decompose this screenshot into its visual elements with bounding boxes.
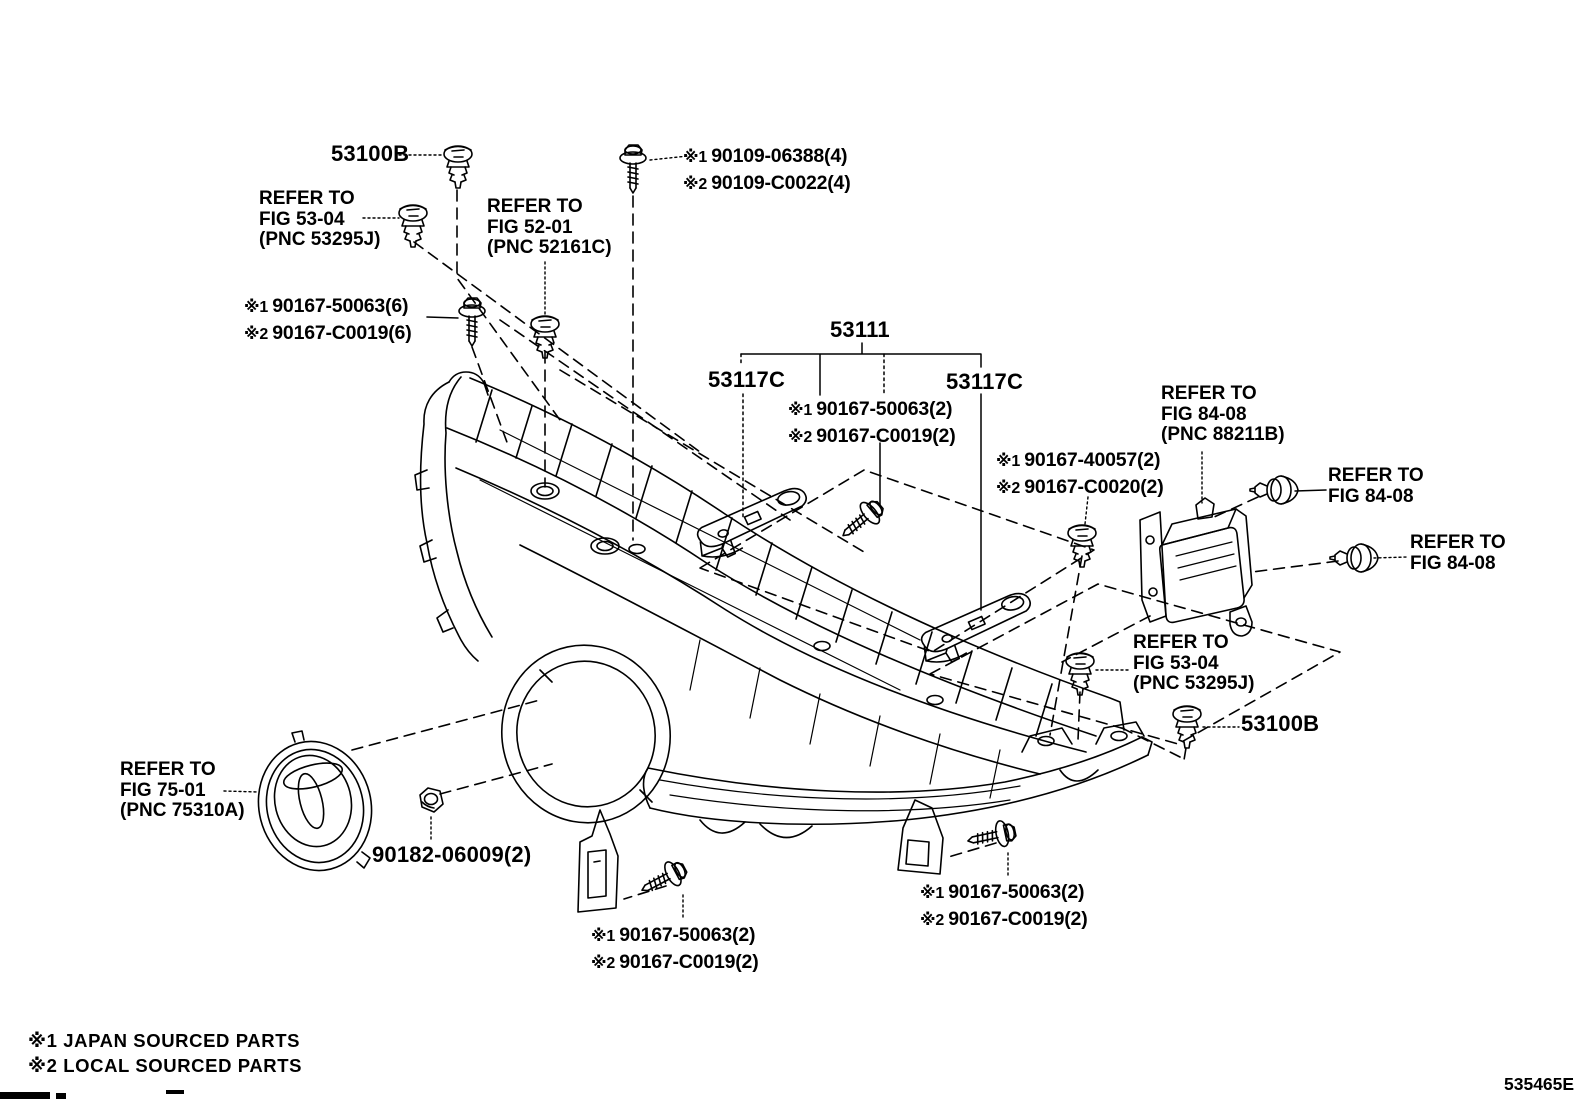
page-edge-artifact [56, 1093, 66, 1099]
reference-mark: ※2 [244, 325, 273, 343]
assembly-dashed-lines [352, 190, 1340, 899]
refer-fig75-01-line: FIG 75-01 [120, 779, 206, 801]
refer-fig53-04-bot-line: REFER TO [1133, 632, 1229, 653]
bracket-53117c-right [916, 591, 1038, 666]
reference-mark: ※1 [788, 402, 817, 419]
part-number-text: 90167-40057(2) [1024, 449, 1161, 471]
part-number-text: 90167-C0020(2) [1024, 475, 1164, 498]
clip-icon-fig53-04-bot [1066, 653, 1094, 695]
reference-mark: ※1 [920, 885, 949, 902]
note-90167-x6-line [244, 294, 412, 321]
refer-fig84-08-pnc-line: REFER TO [1161, 383, 1257, 404]
note-90167-x2-botright [920, 880, 1088, 933]
note-90167-x2-botleft [591, 923, 759, 976]
part-number-text: 90167-C0019(2) [948, 907, 1088, 930]
refer-fig52-01-line: (PNC 52161C) [487, 237, 612, 258]
leader-lines [224, 155, 1407, 920]
refer-fig53-04-top-line: REFER TO [259, 188, 355, 209]
part-number-text: 90167-C0019(2) [619, 950, 759, 973]
reference-mark: ※2 [683, 175, 712, 193]
screw-icon-90109 [620, 145, 646, 193]
refer-fig84-08-b-line: FIG 84-08 [1410, 552, 1496, 574]
part-number-text: 90167-50063(6) [272, 295, 409, 317]
refer-fig52-01 [487, 197, 612, 259]
part-90182-06009 [372, 843, 531, 868]
legend-line-local: ※2 LOCAL SOURCED PARTS [28, 1055, 303, 1076]
part-53111-line: 53111 [830, 317, 890, 342]
legend-line-japan: ※1 JAPAN SOURCED PARTS [28, 1030, 301, 1051]
part-53100b-top [331, 142, 409, 167]
bracket-53117c-left [692, 486, 814, 561]
screw-icon-90167-x6 [459, 298, 485, 346]
part-number-text: 90167-50063(2) [816, 398, 953, 420]
part-number-text: 90109-C0022(4) [711, 171, 851, 194]
grille-mounting-holes [531, 483, 943, 705]
nut-icon-90182 [420, 788, 443, 812]
grommet-icon-fig84-08-b [1330, 544, 1378, 572]
refer-fig53-04-top [259, 189, 380, 251]
part-53100b-top-line: 53100B [331, 141, 410, 166]
clip-icon-fig53-04-top [399, 205, 427, 247]
refer-fig75-01-line: REFER TO [120, 759, 216, 780]
refer-fig53-04-bot-line: FIG 53-04 [1133, 652, 1219, 674]
refer-fig75-01-line: (PNC 75310A) [120, 800, 245, 821]
note-90109-line [683, 171, 851, 198]
reference-mark: ※1 [683, 149, 712, 166]
legend [28, 1028, 302, 1078]
screw-icon-90167-x2-botright [965, 818, 1017, 853]
note-90167-x6 [244, 294, 412, 347]
reference-mark: ※1 [996, 453, 1025, 470]
note-90109-line [683, 144, 851, 171]
note-90167-x2-botright-line [920, 880, 1088, 907]
page-edge-artifact [166, 1090, 184, 1094]
part-53117c-left-line: 53117C [708, 367, 786, 392]
part-number-text: 90167-C0019(6) [272, 321, 412, 344]
note-90167-x2-botleft-line [591, 950, 759, 977]
part-53117c-right-line: 53117C [946, 369, 1024, 394]
refer-fig52-01-line: FIG 52-01 [487, 216, 573, 238]
note-90167-x2-mid-line [788, 424, 956, 451]
refer-fig53-04-bot-line: (PNC 53295J) [1133, 673, 1255, 694]
grommet-icon-fig84-08-a [1250, 476, 1298, 504]
refer-fig84-08-b-line: REFER TO [1410, 532, 1506, 553]
part-53100b-right-line: 53100B [1241, 711, 1320, 736]
refer-fig84-08-b [1410, 533, 1506, 574]
refer-fig84-08-pnc-line: FIG 84-08 [1161, 403, 1247, 425]
refer-fig52-01-line: REFER TO [487, 196, 583, 217]
refer-fig84-08-a [1328, 466, 1424, 507]
refer-fig53-04-top-line: (PNC 53295J) [259, 229, 381, 250]
note-90167-x2-mid [788, 397, 956, 450]
part-number-text: 90167-50063(2) [948, 881, 1085, 903]
refer-fig84-08-a-line: REFER TO [1328, 465, 1424, 486]
part-53100b-right [1241, 712, 1319, 737]
note-90167-40057 [996, 448, 1164, 501]
part-number-text: 90109-06388(4) [711, 145, 848, 167]
clip-icon-53100b-top [444, 146, 472, 188]
refer-fig84-08-pnc-line: (PNC 88211B) [1161, 424, 1285, 445]
emblem-artwork [245, 729, 385, 882]
note-90167-x6-line [244, 321, 412, 348]
note-90167-x2-botright-line [920, 907, 1088, 934]
note-90109 [683, 144, 851, 197]
part-53111 [830, 318, 890, 343]
page-edge-artifact [0, 1092, 50, 1099]
refer-fig53-04-top-line: FIG 53-04 [259, 208, 345, 230]
part-number-text: 90167-C0019(2) [816, 424, 956, 447]
refer-fig53-04-bot [1133, 633, 1254, 695]
refer-fig84-08-pnc [1161, 384, 1285, 446]
reference-mark: ※2 [920, 911, 949, 929]
clip-icon-53100b-right [1173, 706, 1201, 748]
refer-fig84-08-a-line: FIG 84-08 [1328, 485, 1414, 507]
note-90167-40057-line [996, 475, 1164, 502]
note-90167-x2-botleft-line [591, 923, 759, 950]
figure-code: 535465E [1504, 1074, 1575, 1094]
reference-mark: ※2 [591, 954, 620, 972]
part-53117c-left [708, 368, 785, 393]
reference-mark: ※1 [591, 928, 620, 945]
reference-mark: ※2 [788, 428, 817, 446]
note-90167-x2-mid-line [788, 397, 956, 424]
note-90167-40057-line [996, 448, 1164, 475]
grille-emblem-opening [485, 629, 686, 838]
part-90182-06009-line: 90182-06009(2) [372, 842, 532, 867]
sensor-module-artwork [1140, 498, 1252, 636]
refer-fig75-01 [120, 760, 245, 822]
part-53117c-right [946, 370, 1023, 395]
reference-mark: ※2 [996, 479, 1025, 497]
part-number-text: 90167-50063(2) [619, 924, 756, 946]
reference-mark: ※1 [244, 299, 273, 316]
